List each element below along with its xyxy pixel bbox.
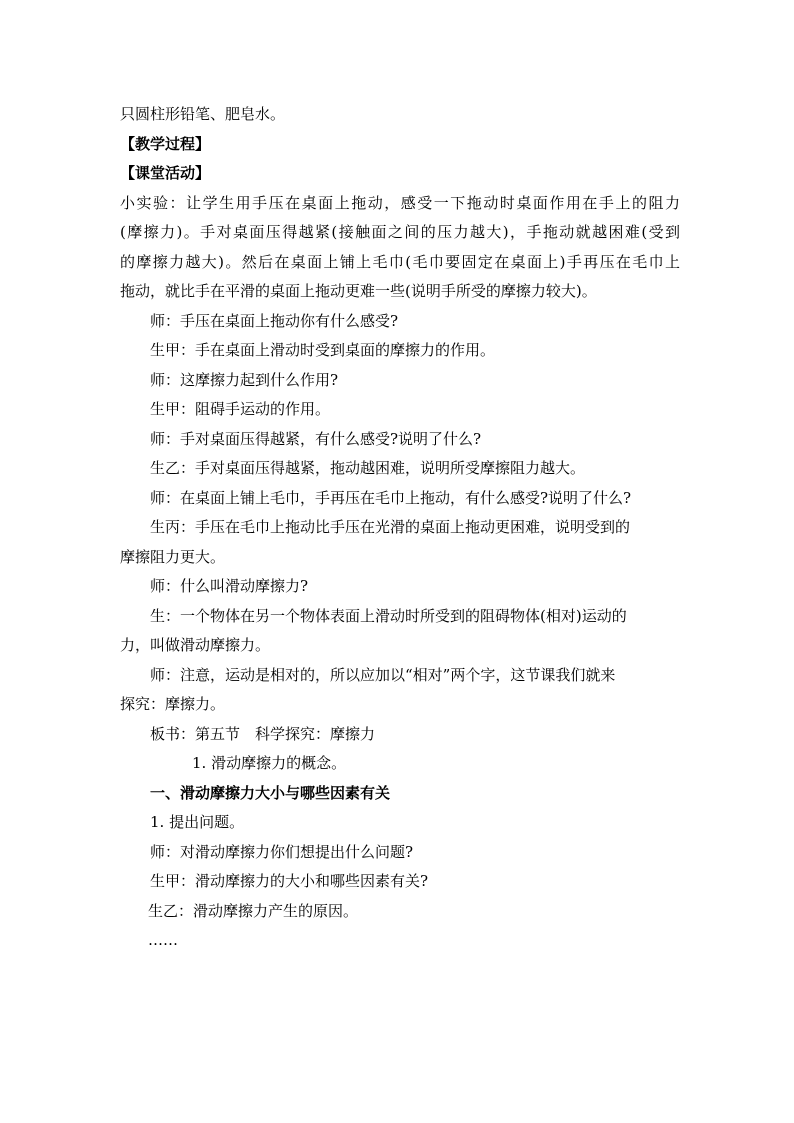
subsection-heading: 一、滑动摩擦力大小与哪些因素有关 xyxy=(150,783,391,802)
dialogue-line: 生乙：滑动摩擦力产生的原因。 xyxy=(148,901,359,920)
ellipsis: …… xyxy=(148,931,178,949)
dialogue-line-continued: 探究：摩擦力。 xyxy=(120,695,226,713)
dialogue-line: 生甲：阻碍手运动的作用。 xyxy=(150,400,331,418)
section-heading-classroom-activity: 【课堂活动】 xyxy=(120,164,211,182)
dialogue-line: 师：对滑动摩擦力你们想提出什么问题? xyxy=(150,842,414,861)
numbered-step: 1. 提出问题。 xyxy=(150,813,245,831)
document-page xyxy=(120,100,680,956)
dialogue-line: 师：这摩擦力起到什么作用? xyxy=(150,370,339,389)
text-line: 只圆柱形铅笔、肥皂水。 xyxy=(120,105,286,123)
dialogue-line: 生甲：滑动摩擦力的大小和哪些因素有关? xyxy=(150,872,429,890)
section-heading-teaching-process: 【教学过程】 xyxy=(120,134,211,153)
paragraph-line: (摩擦力)。手对桌面压得越紧(接触面之间的压力越大)，手拖动就越困难(受到 xyxy=(120,223,680,241)
paragraph-line: 小实验：让学生用手压在桌面上拖动，感受一下拖动时桌面作用在手上的阻力 xyxy=(120,193,680,212)
dialogue-line-continued: 摩擦阻力更大。 xyxy=(120,547,226,566)
paragraph-line: 的摩擦力越大)。然后在桌面上铺上毛巾(毛巾要固定在桌面上)手再压在毛巾上 xyxy=(120,252,680,271)
dialogue-line-continued: 力，叫做滑动摩擦力。 xyxy=(120,636,271,654)
dialogue-line: 师：什么叫滑动摩擦力? xyxy=(150,577,309,595)
dialogue-line: 师：手压在桌面上拖动你有什么感受? xyxy=(150,311,399,330)
dialogue-line: 生丙：手压在毛巾上拖动比手压在光滑的桌面上拖动更困难，说明受到的 xyxy=(150,518,631,536)
blackboard-item: 1. 滑动摩擦力的概念。 xyxy=(192,754,347,772)
dialogue-line: 师：在桌面上铺上毛巾，手再压在毛巾上拖动，有什么感受?说明了什么? xyxy=(150,488,632,507)
blackboard-title: 板书：第五节 科学探究：摩擦力 xyxy=(150,724,376,743)
paragraph-line: 拖动，就比手在平滑的桌面上拖动更难一些(说明手所受的摩擦力较大)。 xyxy=(120,282,597,300)
dialogue-line: 师：注意，运动是相对的，所以应加以“相对”两个字，这节课我们就来 xyxy=(150,665,616,684)
dialogue-line: 生：一个物体在另一个物体表面上滑动时所受到的阻碍物体(相对)运动的 xyxy=(150,606,627,625)
dialogue-line: 生乙：手对桌面压得越紧，拖动越困难，说明所受摩擦阻力越大。 xyxy=(150,459,586,477)
dialogue-line: 师：手对桌面压得越紧，有什么感受?说明了什么? xyxy=(150,429,482,448)
dialogue-line: 生甲：手在桌面上滑动时受到桌面的摩擦力的作用。 xyxy=(150,341,496,359)
